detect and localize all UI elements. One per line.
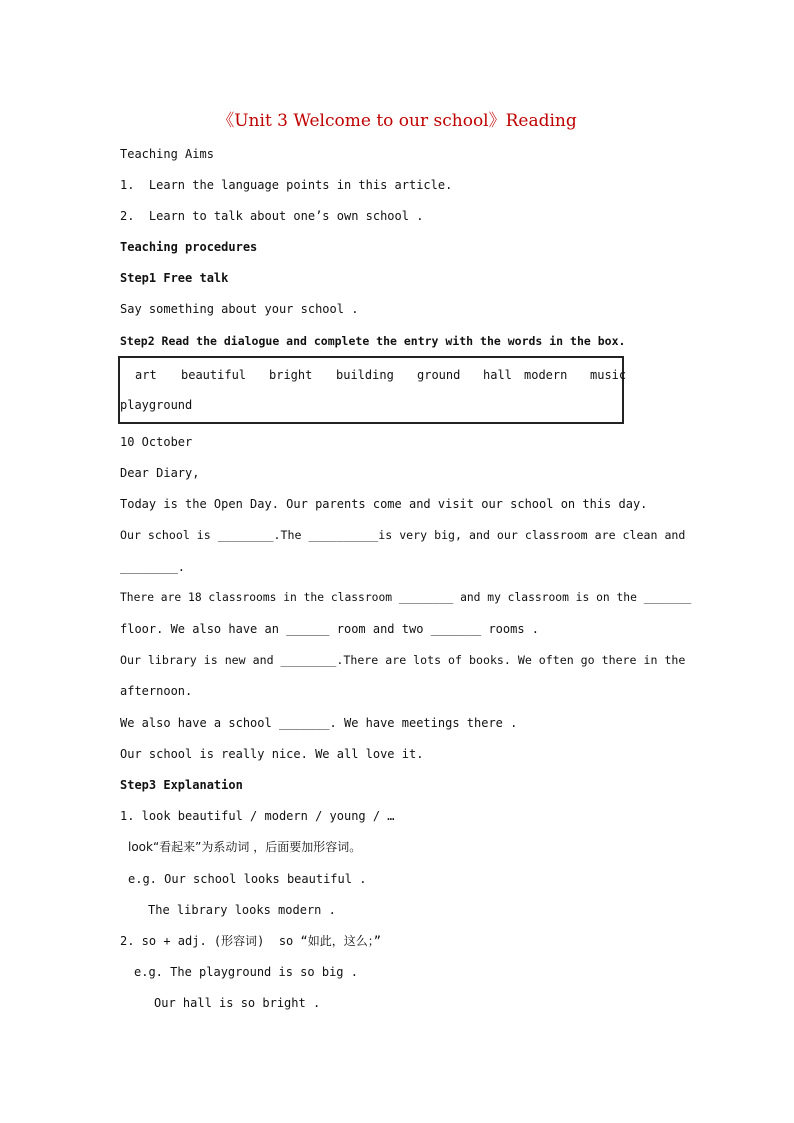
diary-line: Our school is really nice. We all love it. [120, 747, 424, 761]
step1-text: Say something about your school . [120, 302, 359, 316]
point2-example: Our hall is so bright . [154, 996, 321, 1010]
word-item: music [590, 368, 627, 382]
step2-heading: Step2 Read the dialogue and complete the entry with the words in the box. [120, 334, 626, 348]
aim-item: 2. Learn to talk about one’s own school . [120, 209, 424, 223]
diary-line: Our library is new and ________.There are lots of books. We often go there in the [120, 653, 686, 667]
point2-title: 2. so + adj. (形容词) so “如此，这么；” [120, 934, 381, 948]
point1-note: look“看起来”为系动词 ，后面要加形容词。 [128, 840, 362, 854]
diary-date: 10 October [120, 435, 193, 449]
point2-example: e.g. The playground is so big . [134, 965, 358, 979]
diary-line: floor. We also have an ______ room and two _______ rooms . [120, 622, 540, 636]
word-item: playground [120, 398, 193, 412]
word-item: ground [417, 368, 461, 382]
word-item: beautiful [181, 368, 247, 382]
word-item: modern [524, 368, 568, 382]
diary-line: ________. [120, 560, 186, 574]
word-item: art [135, 368, 157, 382]
point1-example: e.g. Our school looks beautiful . [128, 872, 367, 886]
diary-line: Our school is ________.The __________is very big, and our classroom are clean and [120, 528, 686, 542]
point1-title: 1. look beautiful / modern / young / … [120, 809, 395, 823]
diary-line: We also have a school _______. We have meetings there . [120, 716, 518, 730]
document-title: 《Unit 3 Welcome to our school》Reading [217, 111, 577, 131]
word-box [118, 356, 627, 424]
procedures-heading: Teaching procedures [120, 240, 258, 254]
word-item: building [336, 368, 394, 382]
diary-line: afternoon. [120, 684, 193, 698]
aim-item: 1. Learn the language points in this article. [120, 178, 453, 192]
step3-heading: Step3 Explanation [120, 778, 243, 792]
step1-heading: Step1 Free talk [120, 271, 229, 285]
word-item: bright [269, 368, 313, 382]
point1-example: The library looks modern . [148, 903, 336, 917]
diary-line: Today is the Open Day. Our parents come and visit our school on this day. [120, 497, 648, 511]
word-item: hall [483, 368, 512, 382]
diary-greeting: Dear Diary, [120, 466, 200, 480]
teaching-aims-heading: Teaching Aims [120, 147, 214, 161]
diary-line: There are 18 classrooms in the classroom ________ and my classroom is on the _______ [120, 591, 692, 604]
